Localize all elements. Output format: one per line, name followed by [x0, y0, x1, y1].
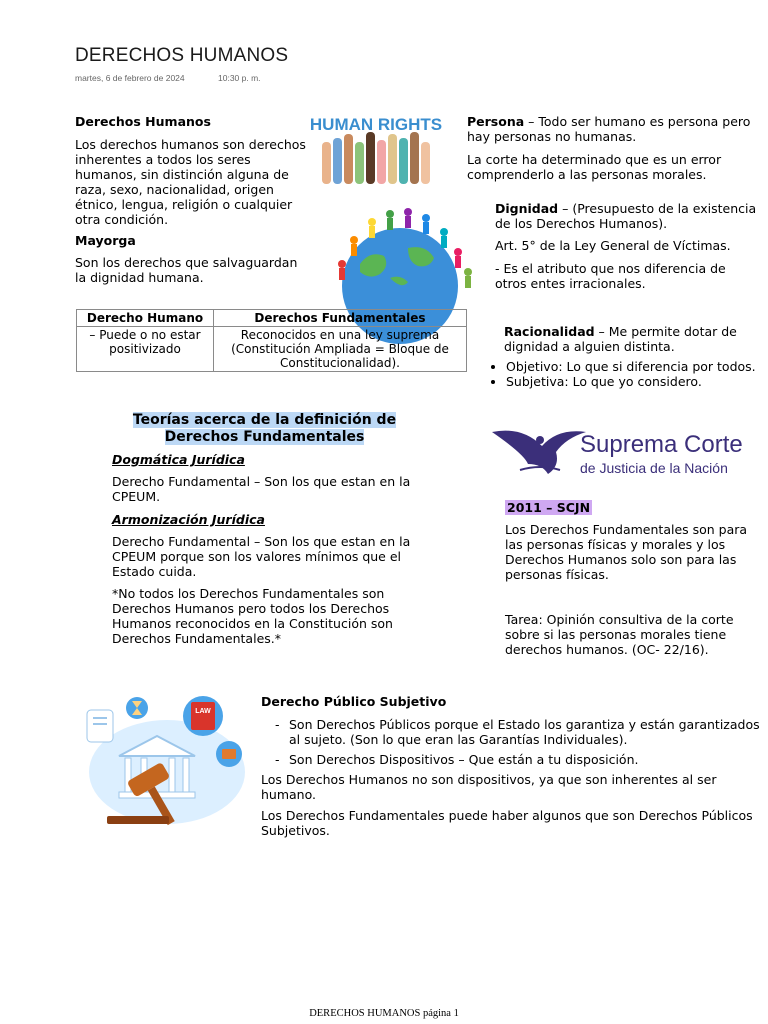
mayorga-heading: Mayorga — [75, 233, 136, 248]
law-illustration — [85, 692, 250, 832]
persona-paragraph — [467, 114, 759, 144]
dignidad-paragraph — [495, 201, 761, 231]
scjn-logo — [490, 422, 743, 482]
dignidad-label: Dignidad — [495, 201, 559, 216]
globe-people-image — [320, 204, 480, 290]
armonizacion-text: Derecho Fundamental – Son los que estan en la CPEUM porque son los valores mínimos que el Estado cuida. — [112, 534, 411, 579]
teorias-heading-line2: Derechos Fundamentales — [164, 429, 365, 445]
comparison-table — [76, 309, 467, 372]
racionalidad-label: Racionalidad — [504, 324, 595, 339]
briefcase-icon — [222, 749, 236, 759]
persona-label: Persona — [467, 114, 525, 129]
dps-section — [261, 694, 763, 838]
dps-paragraph-1: Los Derechos Humanos no son dispositivos, ya que son inherentes al ser humano. — [261, 772, 717, 802]
racionalidad-text: – Me permite dotar de dignidad a alguien distinta. — [504, 324, 737, 354]
racionalidad-list — [490, 359, 762, 389]
table-header-derecho-humano: Derecho Humano — [77, 310, 214, 327]
dps-list — [261, 717, 763, 767]
table-row — [77, 327, 467, 372]
racionalidad-section — [490, 324, 762, 389]
page-time: 10:30 p. m. — [218, 73, 261, 83]
hourglass-icon — [126, 697, 148, 719]
raised-hands-illustration — [322, 132, 430, 184]
list-item: - Son Derechos Dispositivos – Que están a tu disposición. — [289, 752, 763, 767]
dignidad-section — [495, 201, 761, 291]
derechos-humanos-section — [75, 114, 310, 285]
scjn-section — [505, 500, 761, 657]
persona-section — [467, 114, 759, 182]
teorias-note: *No todos los Derechos Fundamentales son Derechos Humanos pero todos los Derechos Humanos reconocidos en la Constitución son Derechos Fundamentales.* — [112, 586, 393, 646]
page-title: DERECHOS HUMANOS — [75, 45, 289, 66]
table-cell-derecho-humano: – Puede o no estar positivizado — [77, 327, 214, 372]
dignidad-article: Art. 5° de la Ley General de Víctimas. — [495, 238, 731, 253]
document-icon — [87, 710, 113, 742]
dogmatica-heading: Dogmática Jurídica — [112, 452, 245, 467]
human-rights-image — [309, 112, 443, 184]
teorias-heading — [112, 412, 417, 446]
human-rights-image-text: HUMAN RIGHTS — [309, 115, 443, 134]
persona-text: – Todo ser humano es persona pero hay personas no humanas. — [467, 114, 751, 144]
dps-paragraph-2: Los Derechos Fundamentales puede haber algunos que son Derechos Públicos Subjetivos. — [261, 808, 753, 838]
tarea-text: Tarea: Opinión consultiva de la corte sobre si las personas morales tiene derechos humanos. (OC- 22/16). — [505, 612, 734, 657]
scjn-logo-subtitle: de Justicia de la Nación — [580, 460, 728, 476]
scjn-label: 2011 – SCJN — [507, 500, 591, 515]
racionalidad-paragraph — [490, 324, 762, 354]
table-header-derechos-fundamentales: Derechos Fundamentales — [214, 310, 467, 327]
gavel-block — [107, 816, 169, 824]
persona-paragraph-2: La corte ha determinado que es un error comprenderlo a las personas morales. — [467, 152, 722, 182]
dignidad-atributo: - Es el atributo que nos diferencia de otros entes irracionales. — [495, 261, 726, 291]
list-item: • Subjetiva: Lo que yo considero. — [506, 374, 762, 389]
dogmatica-text: Derecho Fundamental – Son los que estan en la CPEUM. — [112, 474, 411, 504]
derechos-humanos-heading: Derechos Humanos — [75, 114, 211, 129]
page-footer: DERECHOS HUMANOS página 1 — [309, 1008, 459, 1019]
scjn-logo-title: Suprema Corte — [580, 431, 743, 458]
scjn-text: Los Derechos Fundamentales son para las personas físicas y morales y los Derechos Humanos solo son para las personas físicas. — [505, 522, 748, 582]
teorias-section — [112, 412, 417, 646]
list-item: - Son Derechos Públicos porque el Estado los garantiza y están garantizados al sujeto. (Son lo que eran las Garantías Individuales). — [289, 717, 763, 747]
teorias-heading-line1: Teorías acerca de la definición de — [132, 412, 397, 428]
comparison-table-container — [76, 309, 467, 372]
dps-heading: Derecho Público Subjetivo — [261, 694, 447, 709]
dignidad-text: – (Presupuesto de la existencia de los Derechos Humanos). — [495, 201, 757, 231]
derechos-humanos-definition: Los derechos humanos son derechos inherentes a todos los seres humanos, sin distinción alguna de raza, sexo, nacionalidad, origen étnico, lengua, religión o cualquier otra condición. — [75, 137, 306, 227]
law-book-icon — [191, 702, 215, 730]
armonizacion-heading: Armonización Jurídica — [112, 512, 265, 527]
mayorga-definition: Son los derechos que salvaguardan la dignidad humana. — [75, 255, 298, 285]
page-date: martes, 6 de febrero de 2024 — [75, 73, 185, 83]
list-item: • Objetivo: Lo que si diferencia por todos. — [506, 359, 762, 374]
law-badge: LAW — [195, 708, 211, 715]
table-cell-derechos-fundamentales: Reconocidos en una ley suprema (Constitución Ampliada = Bloque de Constitucionalidad). — [214, 327, 467, 372]
